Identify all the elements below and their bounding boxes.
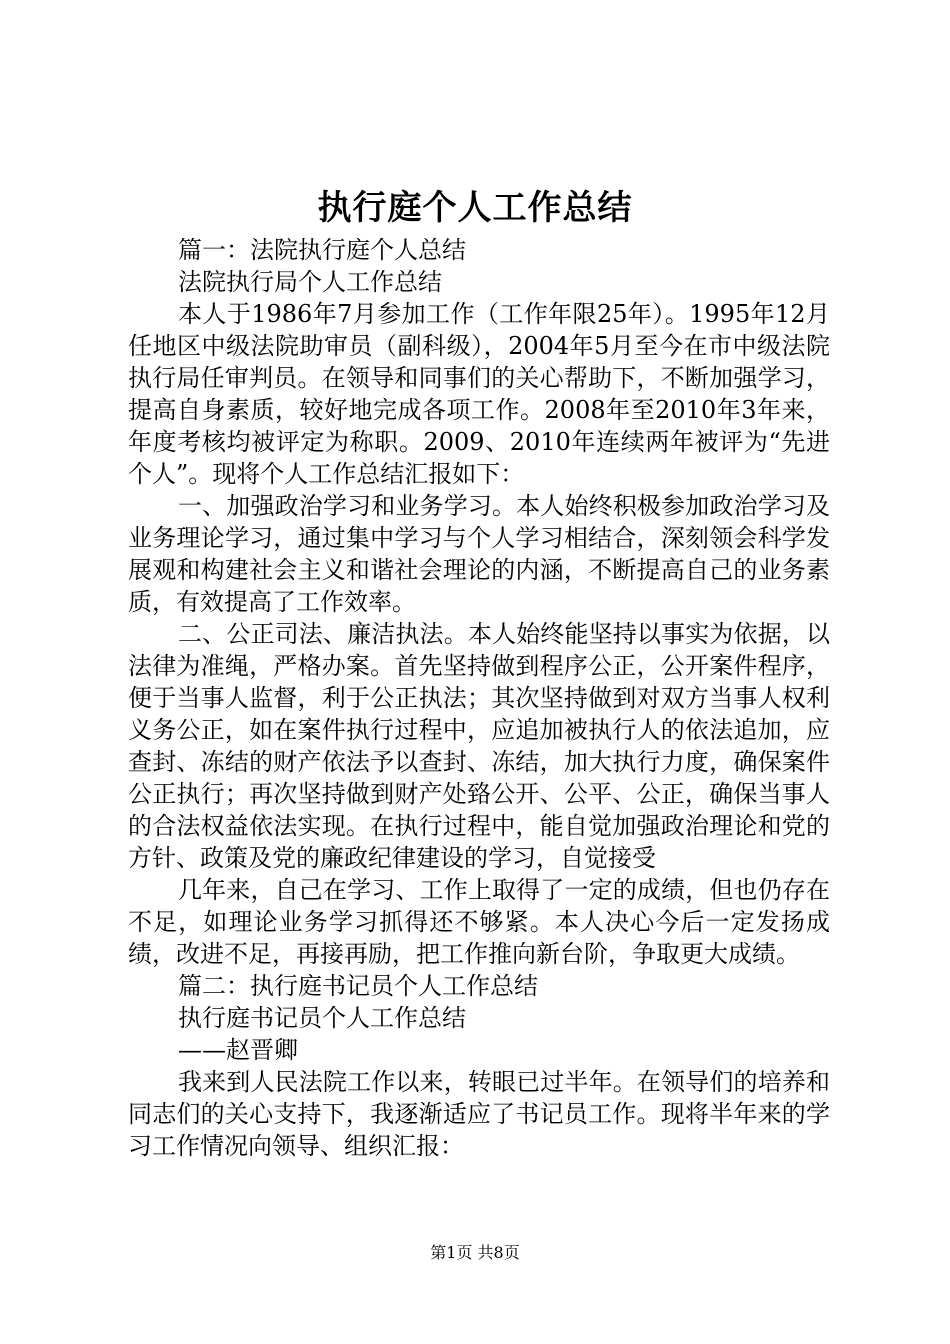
document-body bbox=[128, 234, 830, 1162]
section-heading-2: 篇二：执行庭书记员个人工作总结 bbox=[178, 972, 538, 1000]
section-heading-1: 篇一：法院执行庭个人总结 bbox=[178, 236, 466, 264]
paragraph-intro: 本人于1986年7月参加工作（工作年限25年）。1995年12月任地区中级法院助审员（副科级），2004年5月至今在市中级法院执行局任审判员。在领导和同事们的关心帮助下，不断加强学习，提高自身素质，较好地完成各项工作。2008年至2010年3年来，年度考核均被评定为称职。2009、2010年连续两年被评为“先进个人”。现将个人工作总结汇报如下： bbox=[128, 300, 830, 488]
paragraph-section2-intro: 我来到人民法院工作以来，转眼已过半年。在领导们的培养和同志们的关心支持下，我逐渐适应了书记员工作。现将半年来的学习工作情况向领导、组织汇报： bbox=[128, 1068, 830, 1160]
paragraph-point-2: 二、公正司法、廉洁执法。本人始终能坚持以事实为依据，以法律为准绳，严格办案。首先坚持做到程序公正，公开案件程序，便于当事人监督，利于公正执法；其次坚持做到对双方当事人权利义务公正，如在案件执行过程中，应追加被执行人的依法追加，应查封、冻结的财产依法予以查封、冻结，加大执行力度，确保案件公正执行；再次坚持做到财产处臵公开、公平、公正，确保当事人的合法权益依法实现。在执行过程中，能自觉加强政治理论和党的方针、政策及党的廉政纪律建设的学习，自觉接受 bbox=[128, 620, 830, 872]
page-number-footer: 第1页 共8页 bbox=[430, 1243, 520, 1262]
paragraph-conclusion: 几年来，自己在学习、工作上取得了一定的成绩，但也仍存在不足，如理论业务学习抓得还不够紧。本人决心今后一定发扬成绩，改进不足，再接再励，把工作推向新台阶，争取更大成绩。 bbox=[128, 876, 830, 968]
paragraph-point-1: 一、加强政治学习和业务学习。本人始终积极参加政治学习及业务理论学习，通过集中学习与个人学习相结合，深刻领会科学发展观和构建社会主义和谐社会理论的内涵，不断提高自己的业务素质，有效提高了工作效率。 bbox=[128, 492, 830, 616]
author-line: ——赵晋卿 bbox=[178, 1036, 298, 1064]
subheading-1: 法院执行局个人工作总结 bbox=[178, 268, 442, 296]
document-title: 执行庭个人工作总结 bbox=[317, 188, 633, 228]
subheading-2: 执行庭书记员个人工作总结 bbox=[178, 1004, 466, 1032]
